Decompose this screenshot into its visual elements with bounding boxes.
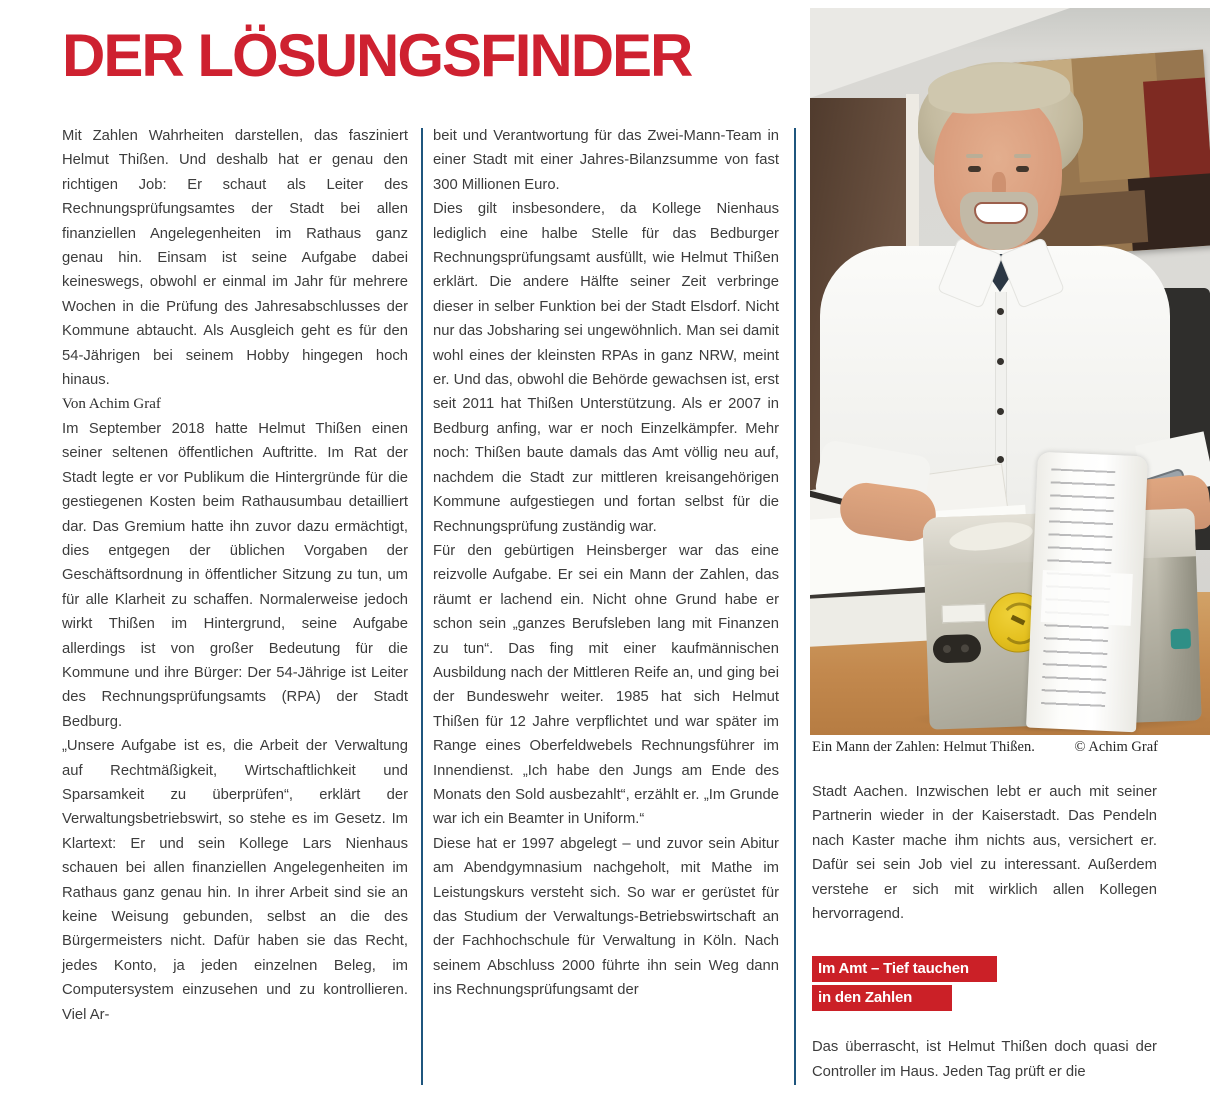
photo-eye: [1016, 166, 1029, 172]
photo-eyebrow: [966, 154, 983, 158]
body-paragraph: Dies gilt insbesondere, da Kollege Nienhaus lediglich eine halbe Stelle für das Bedburger Rechnungsprüfungsamt ausfüllt, wie Helmut Thißen erklärt. Die andere Hälfte seiner Zeit verbringe dieser in selber Funktion bei der Stadt Elsdorf. Nicht nur das Jobsharing sei ungewöhnlich. Man sei damit wohl eines der kleinsten RPAs in ganz NRW, meint er. Und das, obwohl die Behörde gewachsen ist, erst seit 2011 hat Thißen Unterstützung. Als er 2007 in Bedburg anfing, war er noch Einzelkämpfer. Mehr noch: Thißen baute damals das Amt völlig neu auf, nachdem die Stadt zur mittleren kreisangehörigen Kommune aufgestiegen und fortan selbst für die Rechnungsprüfung zuständig war.: [433, 201, 779, 535]
photo-credit: © Achim Graf: [1074, 739, 1158, 755]
machine-logo-badge: [1170, 629, 1191, 650]
article-column-3: [812, 780, 1157, 1084]
body-paragraph: Das überrascht, ist Helmut Thißen doch quasi der Controller im Haus. Jeden Tag prüft er die: [812, 1039, 1157, 1080]
machine-power-socket: [932, 634, 981, 664]
body-paragraph: Diese hat er 1997 abgelegt – und zuvor sein Abitur am Abendgymnasium nachgeholt, mit Mathe im Leistungskurs versteht sich. So war er gerüstet für das Studium der Verwaltungs-Betriebswirtschaft an der Fachhochschule für Verwaltung in Köln. Nach seinem Abschluss 2000 führte ihn sein Weg dann ins Rechnungsprüfungsamt der: [433, 835, 779, 999]
body-paragraph: Stadt Aachen. Inzwischen lebt er auch mit seiner Partnerin wieder in der Kaiserstadt. Das Pendeln nach Kaster mache ihm nichts aus, versichert er. Dafür sei sein Job viel zu interessant. Außerdem verstehe er sich mit wirklich allen Kollegen hervorragend.: [812, 784, 1157, 923]
body-paragraph: Für den gebürtigen Heinsberger war das eine reizvolle Aufgabe. Er sei ein Mann der Zahlen, das räumt er lachend ein. Nicht ohne Grund habe er schon sein „ganzes Berufsleben lang mit Finanzen zu tun“. Das fing mit einer kaufmännischen Ausbildung nach der Mittleren Reife an, und ging bei der Bundeswehr weiter. 1985 hat sich Helmut Thißen für 12 Jahre verpflichtet und war später im Range eines Oberfeldwebels Rechnungsführer im Innendienst. „Ich habe den Jungs am Ende des Monats den Sold ausbezahlt“, erzählt er. „Im Grunde war ich ein Beamter in Uniform.“: [433, 542, 779, 828]
receipt-blank-band: [1041, 570, 1133, 626]
photo-receipt-paper-strip: [1026, 452, 1148, 733]
photo-shirt-button: [997, 308, 1004, 315]
machine-label: [941, 604, 986, 624]
photo-caption-row: [812, 739, 1158, 756]
article-photo: [810, 8, 1210, 735]
photo-caption: Ein Mann der Zahlen: Helmut Thißen.: [812, 739, 1035, 755]
body-paragraph: „Unsere Aufgabe ist es, die Arbeit der Verwaltung auf Rechtmäßigkeit, Wirtschaftlichkeit und Sparsamkeit zu überprüfen“, erklärt der Verwaltungsbetriebswirt, so stehe es im Gesetz. Im Klartext: Er und sein Kollege Lars Nienhaus schauen bei allen finanziellen Angelegenheiten im Rathaus ganz genau hin. In ihrer Arbeit sind sie an keine Weisung gebunden, selbst an die des Bürgermeisters nicht. Dafür haben sie das Recht, jedes Konto, ja jeden einzelnen Beleg, im Computersystem einzusehen und zu kontrollieren. Viel Ar-: [62, 738, 408, 1023]
subheading-line-2: in den Zahlen: [812, 985, 952, 1011]
section-subheading: [812, 956, 1157, 1011]
photo-shirt-button: [997, 456, 1004, 463]
photo-eyebrow: [1014, 154, 1031, 158]
photo-shirt-button: [997, 408, 1004, 415]
body-paragraph: beit und Verantwortung für das Zwei-Mann-Team in einer Stadt mit einer Jahres-Bilanzsumme von fast 300 Millionen Euro.: [433, 128, 779, 193]
photo-eye: [968, 166, 981, 172]
column-rule-left: [421, 128, 423, 1085]
article-column-1: [62, 124, 408, 1027]
body-paragraph: Im September 2018 hatte Helmut Thißen einen seiner seltenen öffentlichen Auftritte. Im Rat der Stadt legte er vor Publikum die Hintergründe für die gestiegenen Kosten beim Rathausumbau detailliert dar. Das Gremium hatte ihn zuvor dazu ermächtigt, dies entgegen der üblichen Vorgaben der Geschäftsordnung in öffentlicher Sitzung zu tun, um für alle Klarheit zu schaffen. Normalerweise jedoch wirkt Thißen im Hintergrund, seine Aufgabe allerdings ist von großer Bedeutung für die Kommune und ihre Bürger: Der 54-Jährige ist Leiter des Rechnungsprüfungsamts (RPA) der Stadt Bedburg.: [62, 420, 408, 730]
page-title: DER LÖSUNGSFINDER: [62, 22, 692, 89]
column-rule-right: [794, 128, 796, 1085]
photo-shirt-button: [997, 358, 1004, 365]
photo-smile: [974, 202, 1028, 224]
byline: Von Achim Graf: [62, 396, 161, 413]
subheading-line-1: Im Amt – Tief tauchen: [812, 956, 997, 982]
lead-paragraph: Mit Zahlen Wahrheiten darstellen, das fasziniert Helmut Thißen. Und deshalb hat er genau den richtigen Job: Er schaut als Leiter des Rechnungsprüfungsamtes der Stadt bei allen finanziellen Angelegenheiten im Rathaus ganz genau hin. Einsam ist seine Aufgabe dabei keineswegs, obwohl er einmal im Jahr für mehrere Wochen in die Prüfung des Jahresabschlusses der Kommune abtaucht. Als Ausgleich geht es für den 54-Jährigen bei seinem Hobby hingegen hoch hinaus.: [62, 128, 408, 389]
article-column-2: [433, 124, 779, 1003]
